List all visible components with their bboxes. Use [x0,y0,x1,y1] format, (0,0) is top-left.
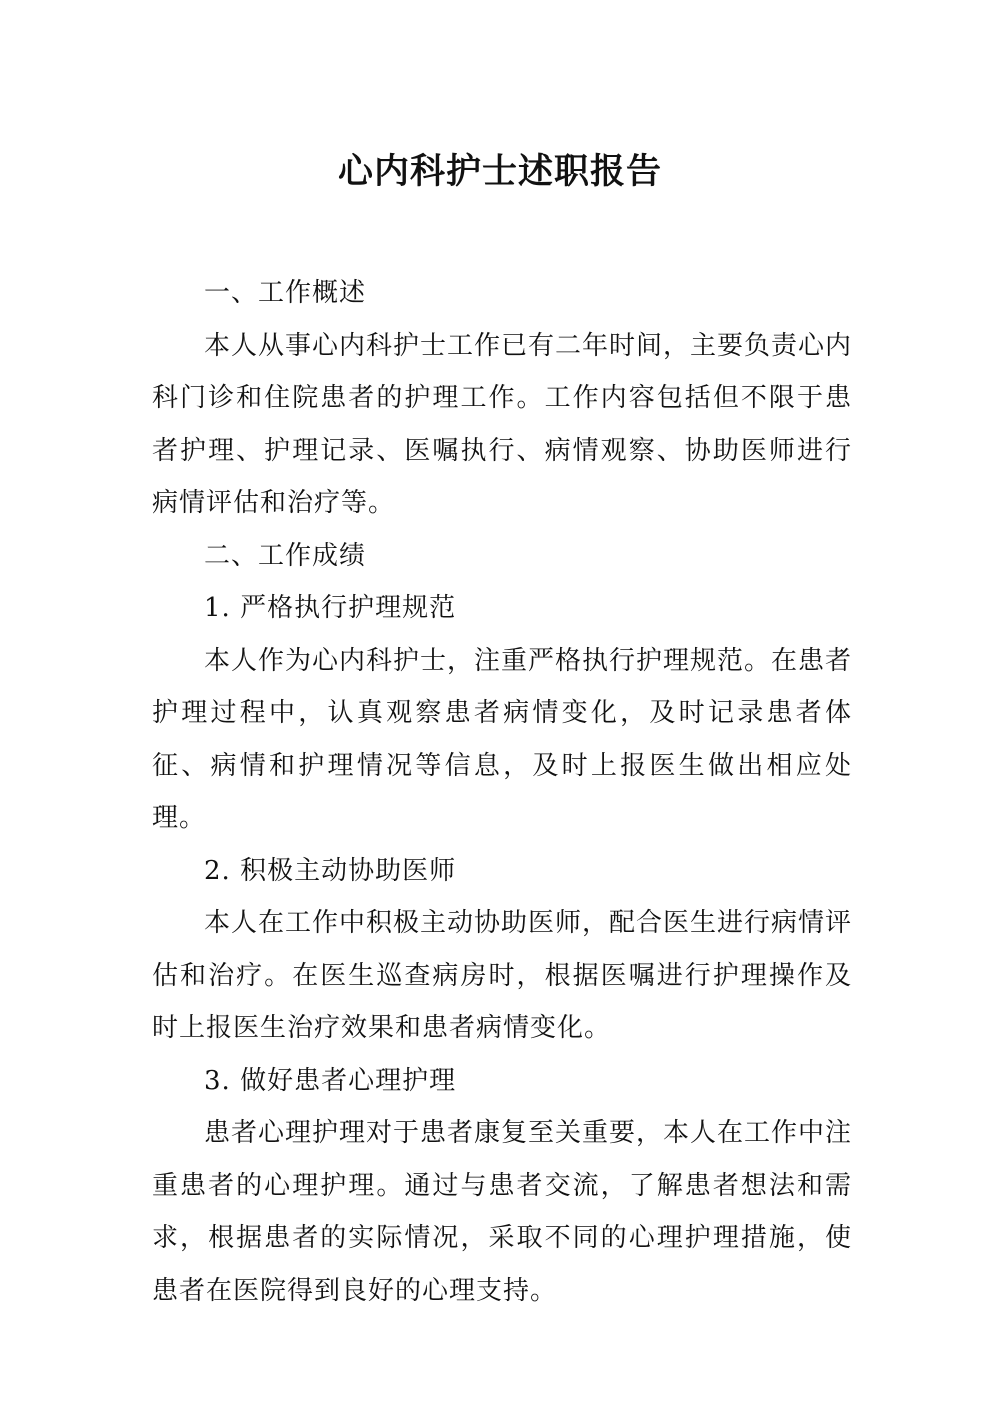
section-heading-overview: 一、工作概述 [204,278,367,308]
subheading-psychological-care: 3. 做好患者心理护理 [204,1065,457,1096]
document-body [152,267,852,1317]
paragraph-psychological-care: 患者心理护理对于患者康复至关重要，本人在工作中注重患者的心理护理。通过与患者交流，了解患者想法和需求，根据患者的实际情况，采取不同的心理护理措施，使患者在医院得到良好的心理支持。 [152,1118,853,1306]
section-heading-achievements: 二、工作成绩 [204,540,367,571]
paragraph-assist-physicians: 本人在工作中积极主动协助医师，配合医生进行病情评估和治疗。在医生巡查病房时，根据医嘱进行护理操作及时上报医生治疗效果和患者病情变化。 [152,908,853,1043]
subheading-assist-physicians: 2. 积极主动协助医师 [204,855,457,886]
document-title: 心内科护士述职报告 [337,152,662,192]
subheading-nursing-standards: 1. 严格执行护理规范 [204,593,457,623]
paragraph-overview: 本人从事心内科护士工作已有二年时间，主要负责心内科门诊和住院患者的护理工作。工作内容包括但不限于患者护理、护理记录、医嘱执行、病情观察、协助医师进行病情评估和治疗等。 [152,330,853,518]
paragraph-nursing-standards: 本人作为心内科护士，注重严格执行护理规范。在患者护理过程中，认真观察患者病情变化，及时记录患者体征、病情和护理情况等信息，及时上报医生做出相应处理。 [152,645,853,833]
